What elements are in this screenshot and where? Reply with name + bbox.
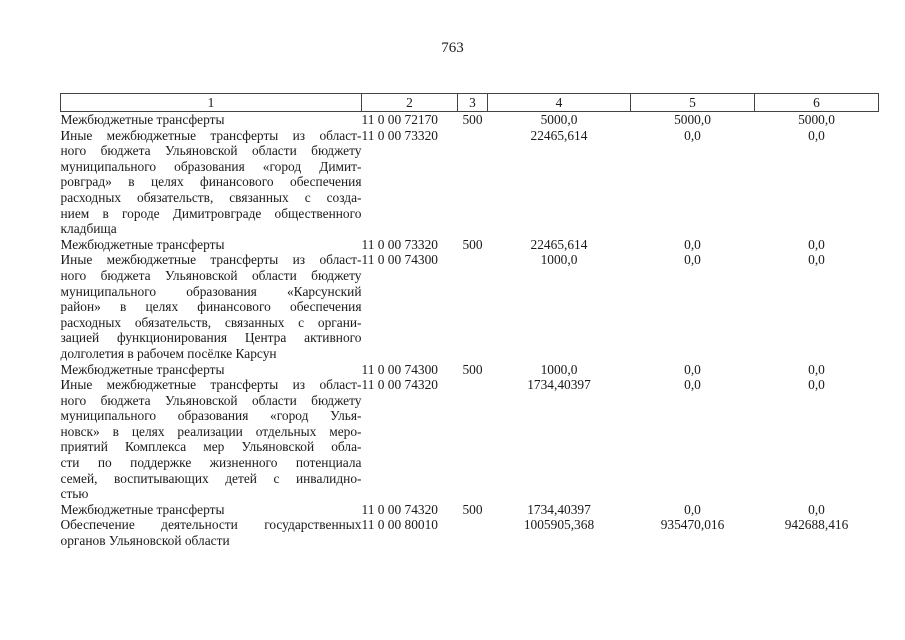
description-line: стью: [60, 486, 89, 502]
row-code: 11 0 00 73320: [361, 127, 438, 143]
row-expense-type: [458, 517, 488, 548]
table-row: [61, 237, 879, 253]
description-line: район» в целях финансового обеспечения: [60, 299, 362, 315]
row-value-col6: 0,0: [808, 377, 825, 393]
description-line: кладбища: [60, 221, 117, 237]
row-description: [61, 252, 362, 361]
row-value-col5: 0,0: [684, 501, 701, 517]
row-value-col6: 0,0: [808, 127, 825, 143]
row-value-col5: 935470,016: [660, 517, 725, 533]
row-description: [61, 502, 362, 518]
description-line: органов Ульяновской области: [60, 533, 230, 549]
row-value-col4: 22465,614: [530, 236, 588, 252]
page-number: 763: [441, 40, 464, 56]
row-code: 11 0 00 73320: [361, 236, 438, 252]
header-cell: 5: [631, 94, 755, 112]
row-code: 11 0 00 74320: [361, 501, 438, 517]
row-value-col4: 1734,40397: [527, 377, 591, 393]
row-expense-type: [458, 377, 488, 502]
description-line: долголетия в рабочем посёлке Карсун: [60, 345, 277, 361]
description-line: Иные межбюджетные трансферты из област-: [60, 252, 362, 268]
row-code: 11 0 00 80010: [361, 517, 438, 533]
description-line: Межбюджетные трансферты: [60, 501, 225, 517]
row-value-col6: 5000,0: [798, 112, 835, 127]
row-code: 11 0 00 74300: [361, 361, 438, 377]
description-line: муниципального образования «город Димит-: [60, 158, 362, 174]
row-expense-type: 500: [462, 236, 483, 252]
row-value-col6: 942688,416: [784, 517, 849, 533]
description-line: муниципального образования «город Улья-: [60, 408, 362, 424]
row-description: [61, 517, 362, 548]
row-value-col5: 0,0: [684, 236, 701, 252]
description-line: расходных обязательств, связанных с органи-: [60, 314, 362, 330]
table-body: [61, 112, 879, 549]
budget-table: [60, 93, 879, 549]
description-line: расходных обязательств, связанных с созда-: [60, 189, 362, 205]
description-line: ного бюджета Ульяновской области бюджету: [60, 143, 362, 159]
description-line: ного бюджета Ульяновской области бюджету: [60, 267, 362, 283]
table-row: [61, 502, 879, 518]
row-description: [61, 377, 362, 502]
row-code: 11 0 00 74300: [361, 252, 438, 268]
description-line: Обеспечение деятельности государственных: [60, 517, 362, 533]
row-value-col4: 1734,40397: [527, 501, 591, 517]
row-value-col5: 5000,0: [674, 112, 711, 127]
row-description: [61, 237, 362, 253]
row-value-col4: 1005905,368: [523, 517, 595, 533]
header-cell: 1: [61, 94, 362, 112]
description-line: Иные межбюджетные трансферты из област-: [60, 127, 362, 143]
row-value-col5: 0,0: [684, 377, 701, 393]
row-value-col6: 0,0: [808, 501, 825, 517]
description-line: семей, воспитывающих детей с инвалидно-: [60, 470, 362, 486]
header-cell: 3: [458, 94, 488, 112]
row-value-col6: 0,0: [808, 361, 825, 377]
description-line: Межбюджетные трансферты: [60, 361, 225, 377]
table-row: [61, 517, 879, 548]
row-expense-type: [458, 128, 488, 237]
description-line: Межбюджетные трансферты: [60, 236, 225, 252]
row-value-col6: 0,0: [808, 236, 825, 252]
description-line: новск» в целях реализации отдельных меро-: [60, 423, 362, 439]
table-row: [61, 128, 879, 237]
table-row: [61, 252, 879, 361]
description-line: нием в городе Димитровграде общественного: [60, 205, 362, 221]
table-row: [61, 362, 879, 378]
row-value-col4: 5000,0: [540, 112, 578, 127]
description-line: муниципального образования «Карсунский: [60, 283, 362, 299]
table-header-row: [61, 94, 879, 112]
row-expense-type: 500: [462, 112, 483, 127]
row-description: [61, 112, 362, 128]
description-line: ного бюджета Ульяновской области бюджету: [60, 392, 362, 408]
description-line: ровград» в целях финансового обеспечения: [60, 174, 362, 190]
description-line: приятий Комплекса мер Ульяновской обла-: [60, 439, 362, 455]
description-line: сти по поддержке жизненного потенциала: [60, 455, 362, 471]
row-value-col4: 1000,0: [540, 361, 578, 377]
table-row: [61, 377, 879, 502]
table-row: [61, 112, 879, 128]
row-expense-type: 500: [462, 361, 483, 377]
row-value-col6: 0,0: [808, 252, 825, 268]
row-expense-type: [458, 252, 488, 361]
row-description: [61, 128, 362, 237]
row-value-col5: 0,0: [684, 252, 701, 268]
header-cell: 4: [488, 94, 631, 112]
row-expense-type: 500: [462, 501, 483, 517]
row-code: 11 0 00 72170: [361, 112, 438, 127]
row-description: [61, 362, 362, 378]
description-line: Межбюджетные трансферты: [60, 112, 225, 127]
row-value-col5: 0,0: [684, 127, 701, 143]
row-value-col4: 22465,614: [530, 127, 588, 143]
description-line: зацией функционирования Центра активного: [60, 330, 362, 346]
row-value-col5: 0,0: [684, 361, 701, 377]
row-value-col4: 1000,0: [540, 252, 578, 268]
header-cell: 2: [362, 94, 458, 112]
header-cell: 6: [755, 94, 879, 112]
description-line: Иные межбюджетные трансферты из област-: [60, 377, 362, 393]
row-code: 11 0 00 74320: [361, 377, 438, 393]
